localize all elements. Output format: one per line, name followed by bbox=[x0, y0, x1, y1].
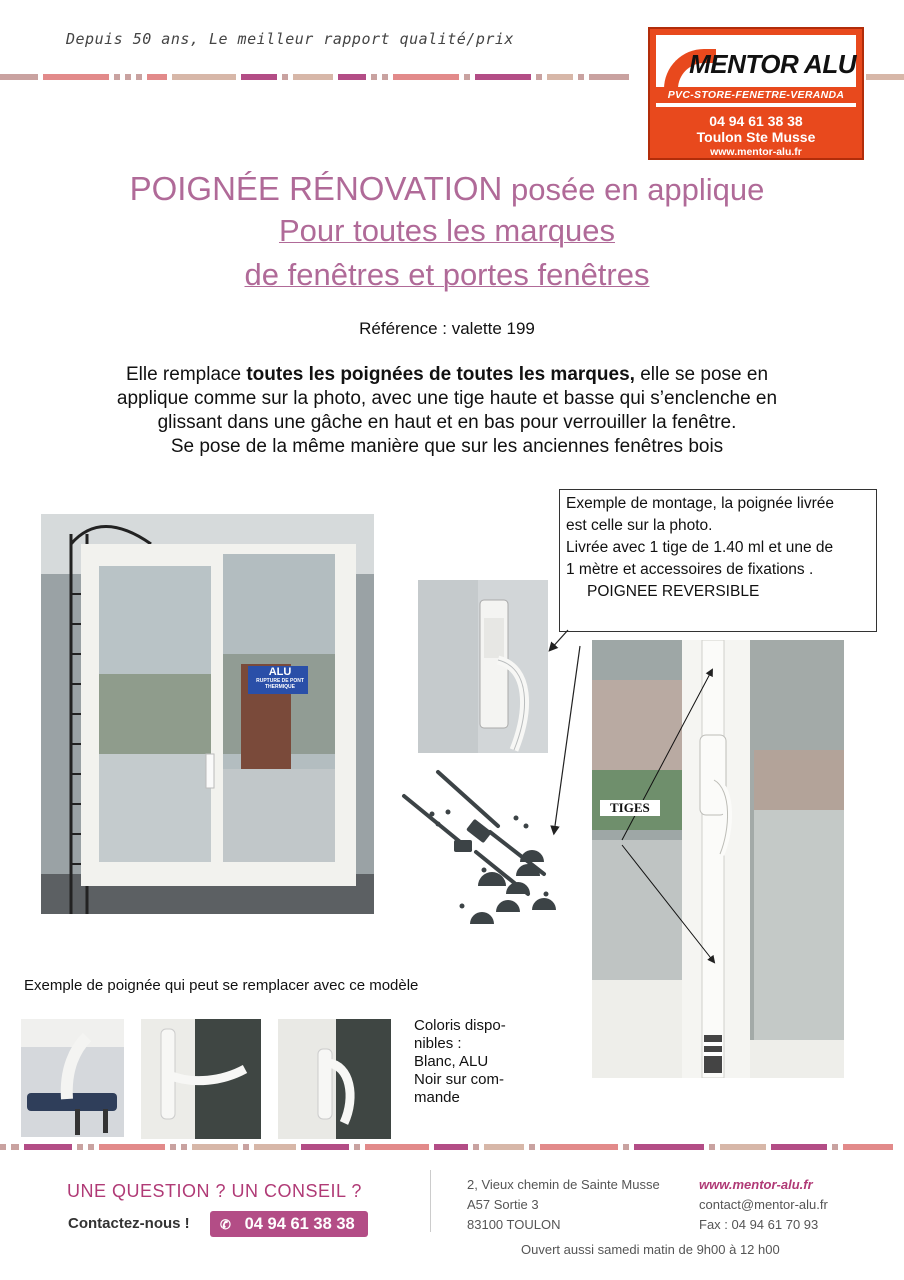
description: Elle remplace toutes les poignées de toutes les marques, elle se pose en applique comme sur la photo, avec une tige haute et basse qui s’enclenche en glissant dans une gâche en haut et en bas pour verrouiller la fenêtre. Se pose de la même manière que sur les anciennes fenêtres bois bbox=[116, 364, 778, 457]
subtitle-line-2: de fenêtres et portes fenêtres bbox=[244, 257, 650, 292]
header-tagline: Depuis 50 ans, Le meilleur rapport qualité/prix bbox=[66, 30, 514, 48]
footer-fax: Fax : 04 94 61 70 93 bbox=[699, 1217, 819, 1232]
window-photo bbox=[41, 514, 374, 914]
logo-phone: 04 94 61 38 38 bbox=[709, 113, 803, 129]
logo-website: www.mentor-alu.fr bbox=[710, 146, 802, 158]
footer-question: UNE QUESTION ? UN CONSEIL ? bbox=[67, 1181, 362, 1201]
page-title bbox=[0, 170, 894, 208]
top-decorative-band bbox=[0, 74, 645, 80]
subtitle-line-1: Pour toutes les marques bbox=[278, 213, 615, 248]
example-handle-photo-3 bbox=[278, 1019, 391, 1139]
footer-contact-label: Contactez-nous ! bbox=[68, 1215, 190, 1232]
logo-name: MENTOR ALU bbox=[689, 49, 856, 79]
tiges-label: TIGES bbox=[600, 800, 660, 816]
footer-address: 2, Vieux chemin de Sainte Musse A57 Sortie 3 83100 TOULON bbox=[467, 1177, 660, 1232]
callout-arrows bbox=[540, 628, 590, 843]
footer-email-link[interactable]: contact@mentor-alu.fr bbox=[699, 1197, 828, 1212]
example-caption: Exemple de poignée qui peut se remplacer avec ce modèle bbox=[24, 977, 419, 994]
phone-number: 04 94 61 38 38 bbox=[244, 1215, 355, 1233]
company-logo bbox=[648, 27, 864, 160]
window-sign: ALU RUPTURE DE PONT THERMIQUE bbox=[256, 666, 304, 690]
footer-contacts bbox=[699, 1175, 828, 1235]
footer-divider bbox=[430, 1170, 431, 1232]
available-colors: Coloris dispo- nibles : Blanc, ALU Noir sur com- mande bbox=[414, 1017, 506, 1106]
reference: Référence : valette 199 bbox=[359, 319, 535, 338]
logo-subtitle: PVC-STORE-FENETRE-VERANDA bbox=[656, 87, 856, 103]
logo-location: Toulon Ste Musse bbox=[696, 129, 816, 145]
top-decorative-band-right bbox=[866, 74, 904, 80]
rods-window-photo bbox=[592, 640, 844, 1078]
footer-decorative-band bbox=[0, 1144, 904, 1150]
footer-hours: Ouvert aussi samedi matin de 9h00 à 12 h00 bbox=[521, 1242, 780, 1257]
handle-photo bbox=[418, 580, 548, 753]
example-handle-photo-2 bbox=[141, 1019, 261, 1139]
phone-icon: ✆ bbox=[220, 1217, 231, 1232]
mounting-callout: Exemple de montage, la poignée livrée est celle sur la photo. Livrée avec 1 tige de 1.40 ml et une de 1 mètre et accessoires de fixations . POIGNEE REVERSIBLE bbox=[559, 489, 877, 632]
title-rest: posée en applique bbox=[502, 172, 765, 207]
example-handle-photo-1 bbox=[21, 1019, 124, 1137]
footer-website-link[interactable]: www.mentor-alu.fr bbox=[699, 1177, 813, 1192]
title-main: POIGNÉE RÉNOVATION bbox=[129, 170, 503, 207]
phone-button[interactable] bbox=[210, 1211, 368, 1237]
